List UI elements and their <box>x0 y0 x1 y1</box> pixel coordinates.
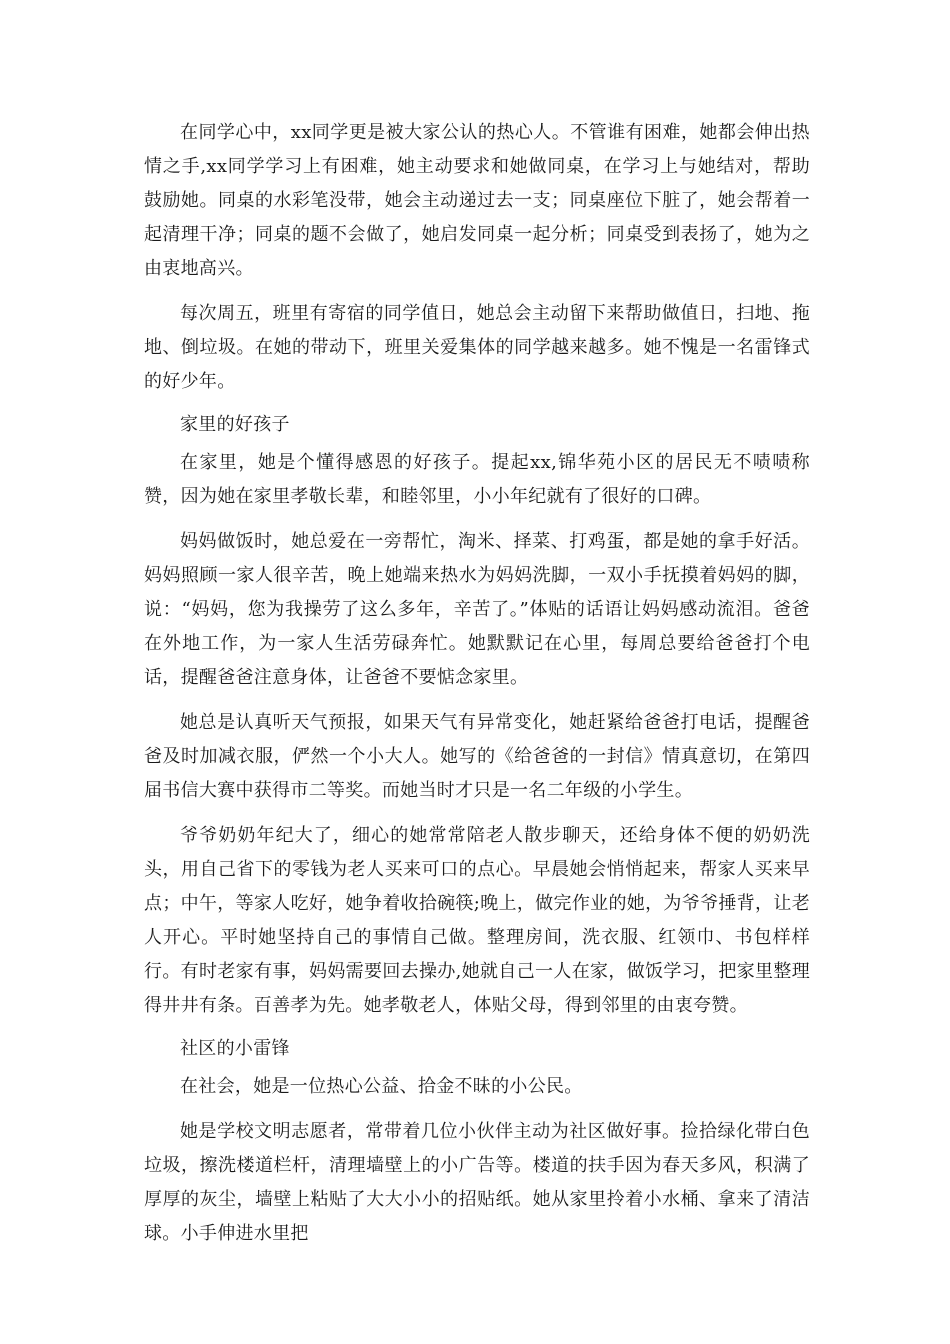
document-page <box>144 116 810 1262</box>
paragraph: 她总是认真听天气预报，如果天气有异常变化，她赶紧给爸爸打电话，提醒爸爸及时加减衣服，俨然一个小大人。她写的《给爸爸的一封信》情真意切，在第四届书信大赛中获得市二等奖。而她当时才只是一名二年级的小学生。 <box>144 712 810 801</box>
section-heading: 社区的小雷锋 <box>180 1038 290 1059</box>
paragraph: 她是学校文明志愿者，常带着几位小伙伴主动为社区做好事。捡拾绿化带白色垃圾，擦洗楼道栏杆，清理墙壁上的小广告等。楼道的扶手因为春天多风，积满了厚厚的灰尘，墙壁上粘贴了大大小小的招贴纸。她从家里拎着小水桶、拿来了清洁球。小手伸进水里把 <box>144 1121 810 1244</box>
paragraph: 爷爷奶奶年纪大了，细心的她常常陪老人散步聊天，还给身体不便的奶奶洗头，用自己省下的零钱为老人买来可口的点心。早晨她会悄悄起来，帮家人买来早点；中午，等家人吃好，她争着收拾碗筷;晚上，做完作业的她，为爷爷捶背，让老人开心。平时她坚持自己的事情自己做。整理房间，洗衣服、红领巾、书包样样行。有时老家有事，妈妈需要回去操办,她就自己一人在家，做饭学习，把家里整理得井井有条。百善孝为先。她孝敬老人，体贴父母，得到邻里的由衷夸赞。 <box>144 825 810 1016</box>
paragraph: 在家里，她是个懂得感恩的好孩子。提起xx,锦华苑小区的居民无不啧啧称赞，因为她在家里孝敬长辈，和睦邻里，小小年纪就有了很好的口碑。 <box>144 452 810 507</box>
paragraph: 在社会，她是一位热心公益、拾金不昧的小公民。 <box>180 1076 583 1097</box>
paragraph: 在同学心中，xx同学更是被大家公认的热心人。不管谁有困难，她都会伸出热情之手,xx同学学习上有困难，她主动要求和她做同桌，在学习上与她结对，帮助鼓励她。同桌的水彩笔没带，她会主动递过去一支；同桌座位下脏了，她会帮着一起清理干净；同桌的题不会做了，她启发同桌一起分析；同桌受到表扬了，她为之由衷地高兴。 <box>144 122 810 279</box>
paragraph: 每次周五，班里有寄宿的同学值日，她总会主动留下来帮助做值日，扫地、拖地、倒垃圾。在她的带动下，班里关爱集体的同学越来越多。她不愧是一名雷锋式的好少年。 <box>144 303 810 392</box>
section-heading: 家里的好孩子 <box>180 414 290 435</box>
paragraph: 妈妈做饭时，她总爱在一旁帮忙，淘米、择菜、打鸡蛋，都是她的拿手好活。妈妈照顾一家人很辛苦，晚上她端来热水为妈妈洗脚，一双小手抚摸着妈妈的脚，说：“妈妈，您为我操劳了这么多年，辛苦了。”体贴的话语让妈妈感动流泪。爸爸在外地工作，为一家人生活劳碌奔忙。她默默记在心里，每周总要给爸爸打个电话，提醒爸爸注意身体，让爸爸不要惦念家里。 <box>144 531 810 688</box>
